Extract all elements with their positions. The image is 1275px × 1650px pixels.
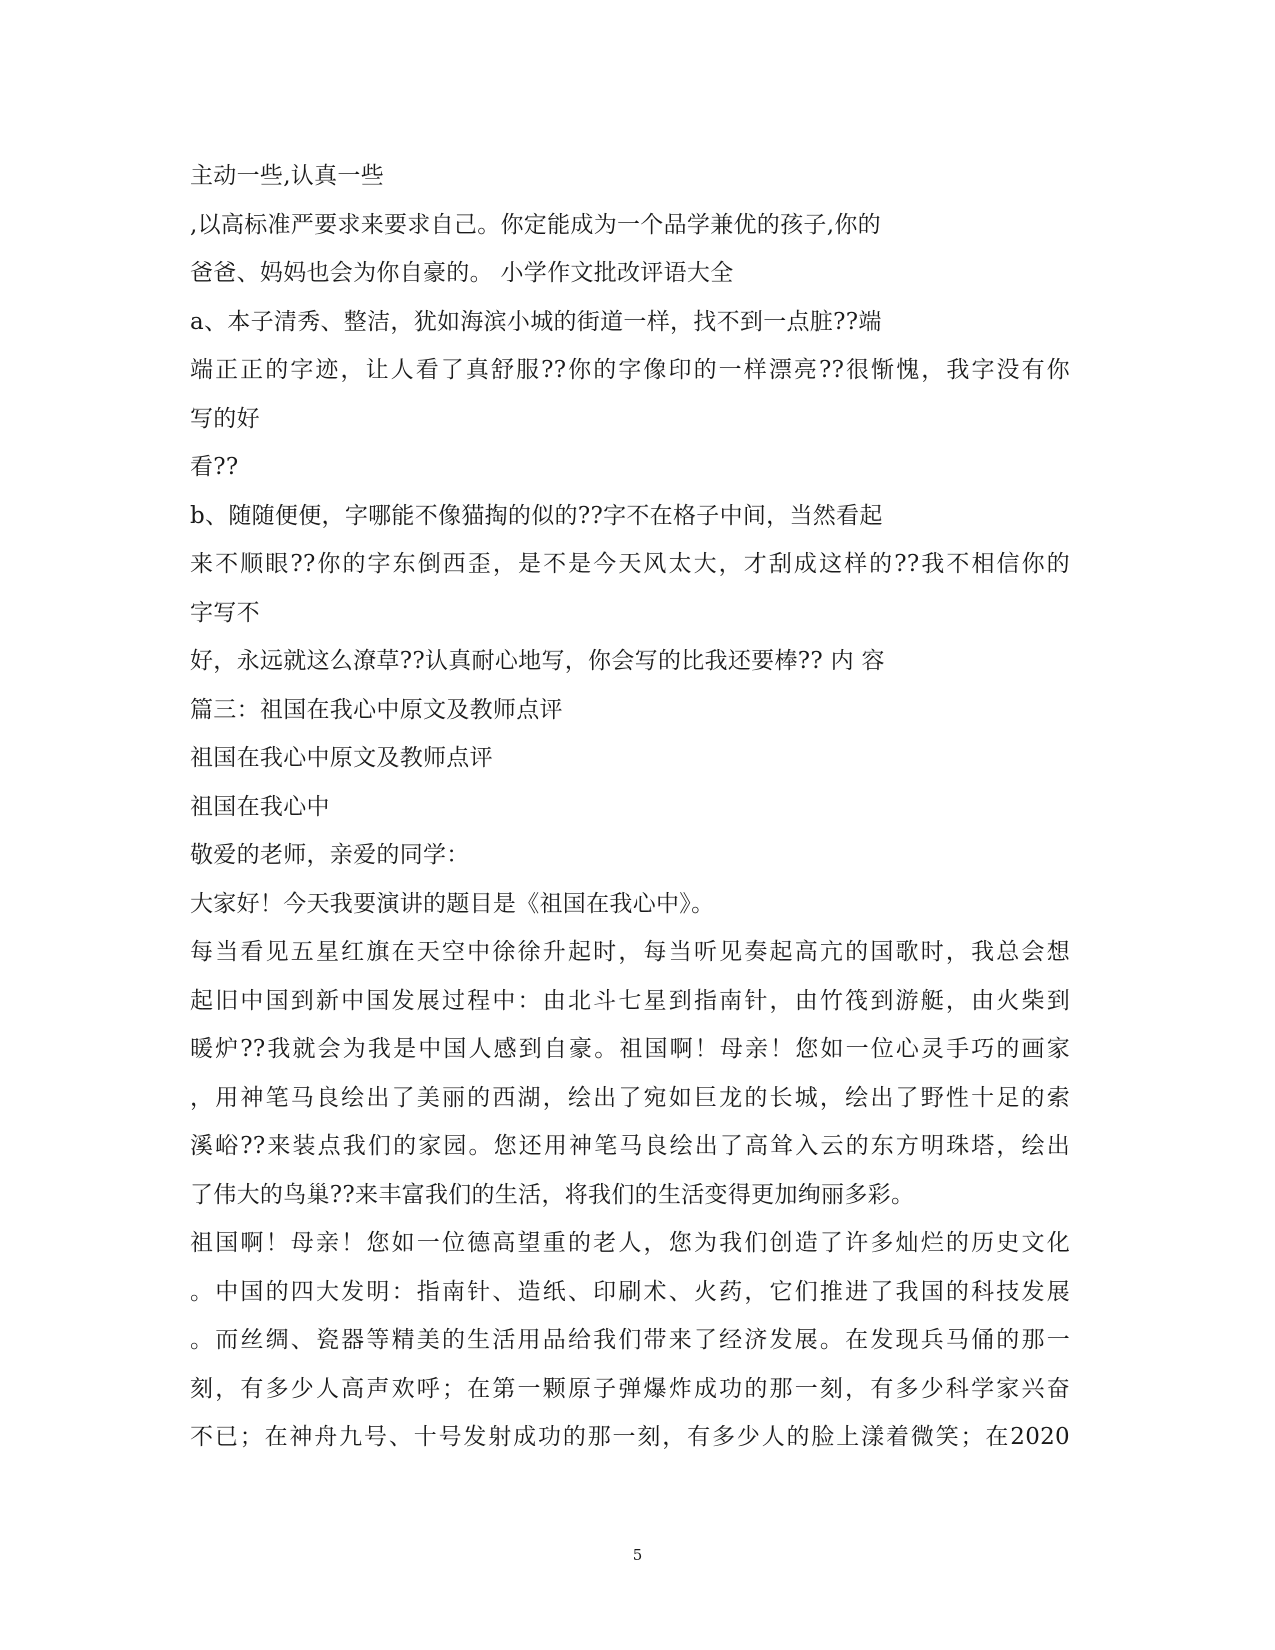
text-line: ,以高标准严要求来要求自己。你定能成为一个品学兼优的孩子,你的 (190, 211, 881, 238)
text-line: 祖国啊！母亲！您如一位德高望重的老人，您为我们创造了许多灿烂的历史文化 (190, 1230, 1070, 1256)
text-line: 起旧中国到新中国发展过程中：由北斗七星到指南针，由竹筏到游艇，由火柴到 (190, 987, 1070, 1014)
text-line: b、随随便便，字哪能不像猫掏的似的??字不在格子中间，当然看起 (190, 502, 883, 529)
text-line: 字写不 (190, 599, 260, 626)
salutation: 敬爱的老师，亲爱的同学： (190, 842, 470, 868)
text-line: 刻，有多少人高声欢呼；在第一颗原子弹爆炸成功的那一刻，有多少科学家兴奋 (190, 1375, 1070, 1402)
text-line: 好，永远就这么潦草??认真耐心地写，你会写的比我还要棒?? 内 容 (190, 648, 885, 674)
text-line: 主动一些,认真一些 (190, 163, 385, 189)
section-heading: 篇三：祖国在我心中原文及教师点评 (190, 696, 563, 723)
text-line: a、本子清秀、整洁，犹如海滨小城的街道一样，找不到一点脏??端 (190, 308, 882, 335)
text-line: 写的好 (190, 405, 260, 432)
text-line: 端正正的字迹，让人看了真舒服??你的字像印的一样漂亮??很惭愧，我字没有你 (190, 357, 1070, 383)
text-line: 爸爸、妈妈也会为你自豪的。 小学作文批改评语大全 (190, 260, 734, 286)
text-line: 每当看见五星红旗在天空中徐徐升起时，每当听见奏起高亢的国歌时，我总会想 (190, 939, 1070, 965)
text-line: 看?? (190, 454, 239, 480)
text-line: 来不顺眼??你的字东倒西歪，是不是今天风太大，才刮成这样的??我不相信你的 (190, 551, 1070, 577)
text-line: ，用神笔马良绘出了美丽的西湖，绘出了宛如巨龙的长城，绘出了野性十足的索 (190, 1084, 1070, 1111)
text-line: 。而丝绸、瓷器等精美的生活用品给我们带来了经济发展。在发现兵马俑的那一 (190, 1327, 1070, 1353)
document-body (190, 152, 1070, 1462)
speech-title: 祖国在我心中 (190, 793, 330, 820)
text-line: 暖炉??我就会为我是中国人感到自豪。祖国啊！母亲！您如一位心灵手巧的画家 (190, 1036, 1070, 1062)
text-line: 。中国的四大发明：指南针、造纸、印刷术、火药，它们推进了我国的科技发展 (190, 1278, 1070, 1305)
text-line: 了伟大的鸟巢??来丰富我们的生活，将我们的生活变得更加绚丽多彩。 (190, 1181, 915, 1208)
text-line: 溪峪??来装点我们的家园。您还用神笔马良绘出了高耸入云的东方明珠塔，绘出 (190, 1133, 1070, 1159)
text-line: 大家好！今天我要演讲的题目是《祖国在我心中》。 (190, 890, 715, 917)
article-title: 祖国在我心中原文及教师点评 (190, 745, 493, 771)
text-line: 不已；在神舟九号、十号发射成功的那一刻，有多少人的脸上漾着微笑；在2020 (190, 1424, 1070, 1450)
page-number: 5 (632, 1546, 643, 1564)
